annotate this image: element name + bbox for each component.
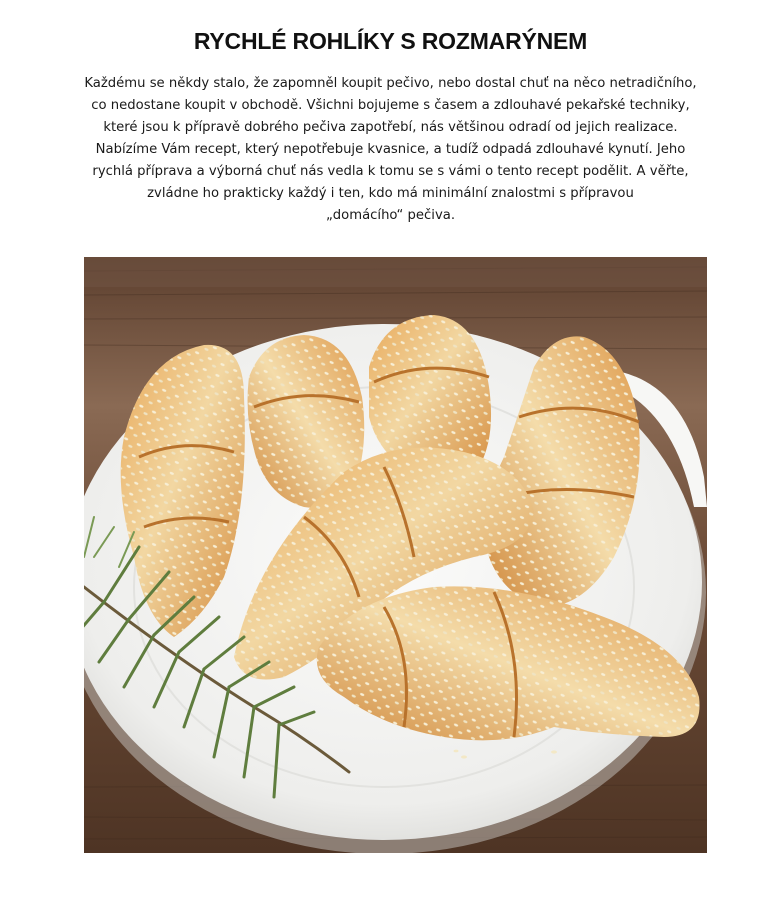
intro-paragraph [60, 73, 721, 227]
intro-line: Každému se někdy stalo, že zapomněl koupit pečivo, nebo dostal chuť na něco netradičního, [84, 76, 697, 91]
intro-line: „domácího“ pečiva. [325, 208, 456, 223]
intro-line: zvládne ho prakticky každý i ten, kdo má minimální znalostmi s přípravou [147, 186, 634, 201]
page-title: RYCHLÉ ROHLÍKY S ROZMARÝNEM [193, 28, 588, 54]
intro-line: které jsou k přípravě dobrého pečiva zapotřebí, nás většinou odradí od jejich realizace. [103, 120, 678, 135]
intro-line: co nedostane koupit v obchodě. Všichni bojujeme s časem a zdlouhavé pekařské techniky, [91, 98, 690, 113]
intro-line: rychlá příprava a výborná chuť nás vedla k tomu se s vámi o tento recept podělit. A věřte, [92, 164, 689, 179]
intro-line: Nabízíme Vám recept, který nepotřebuje kvasnice, a tudíž odpadá zdlouhavé kynutí. Jeho [95, 142, 686, 157]
rolls-photo [84, 257, 707, 853]
